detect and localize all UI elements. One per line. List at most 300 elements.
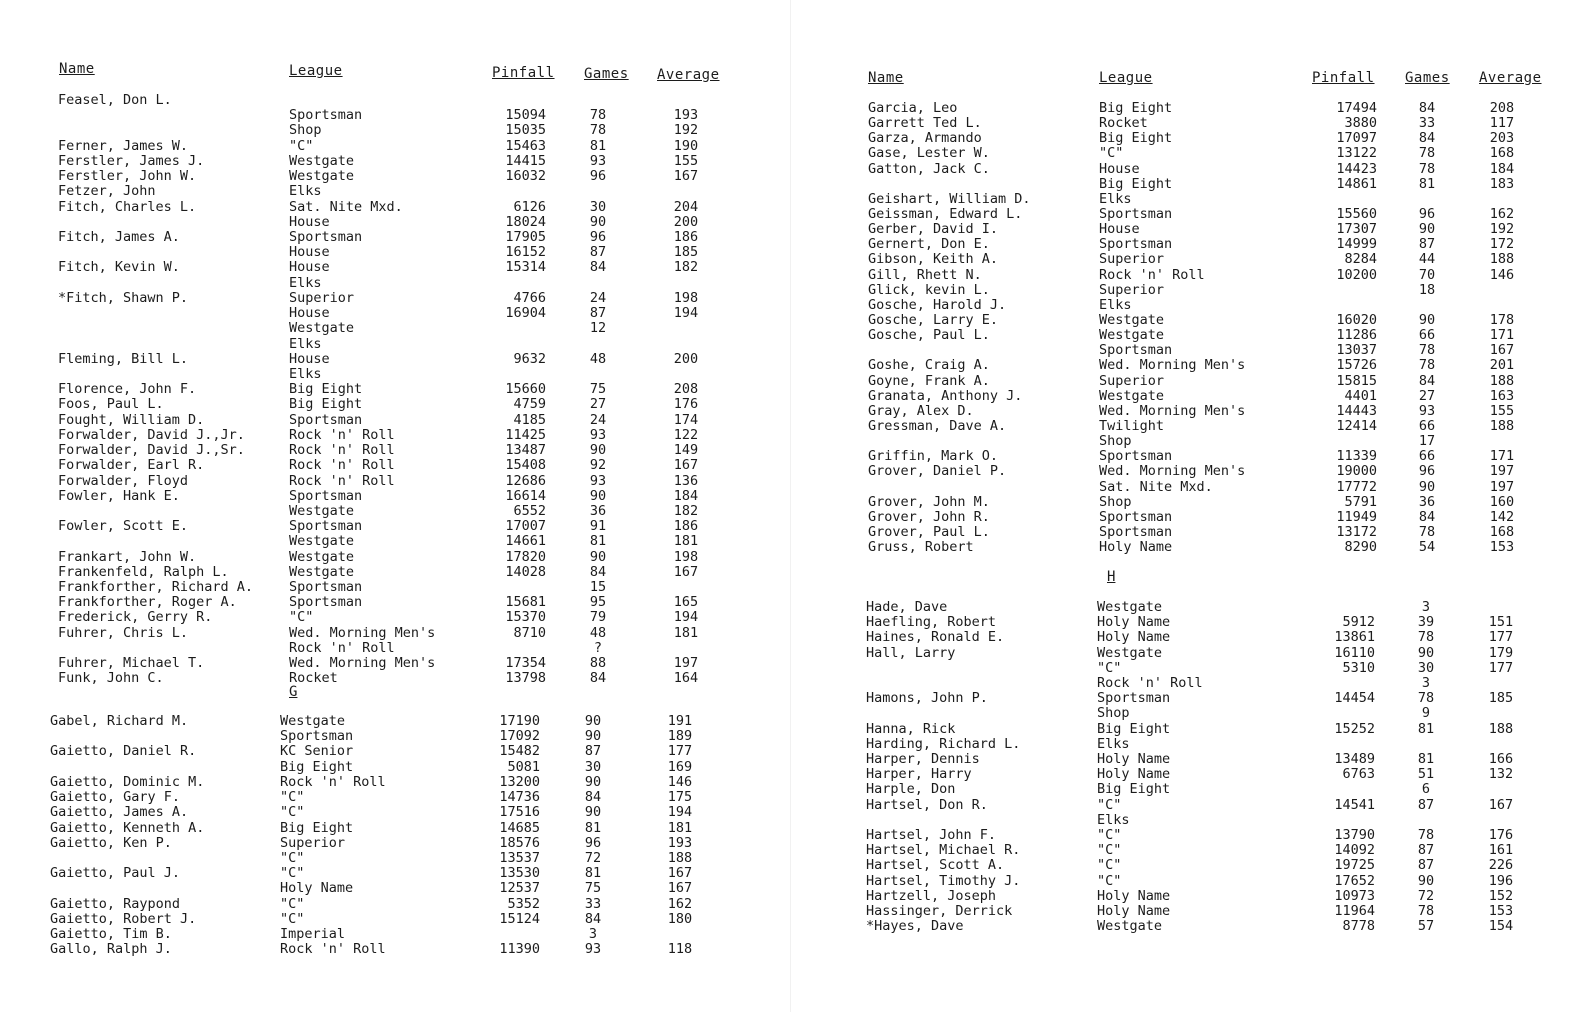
average-cell: 186 [673,228,699,245]
games-cell: 78 [1418,357,1436,374]
pinfall-cell: 8710 [513,624,546,641]
table-row [795,373,1590,389]
table-row [0,865,790,881]
average-cell: 166 [1488,751,1514,767]
table-row [795,282,1590,298]
games-cell: 30 [1417,659,1435,676]
name-cell: Garza, Armando [868,130,982,147]
average-cell: 188 [1489,372,1515,389]
games-cell: 90 [584,773,602,790]
games-cell: 24 [589,411,607,428]
league-cell: "C" [1097,872,1122,889]
league-cell: Big Eight [289,396,363,413]
table-row [0,381,790,397]
games-cell: 66 [1418,448,1436,465]
average-cell: 165 [673,594,699,611]
games-cell: 12 [589,320,607,337]
games-cell: 93 [589,152,607,169]
games-cell: 96 [589,168,607,185]
header-pinfall: Pinfall [1312,70,1375,86]
average-cell: 149 [673,442,699,459]
name-cell: Hartzell, Joseph [866,887,997,904]
average-cell: 118 [667,941,693,958]
name-cell: Hall, Larry [866,644,956,661]
league-cell: Westgate [1097,599,1163,615]
league-cell: Rock 'n' Roll [289,426,395,443]
average-cell: 167 [667,865,693,882]
name-cell: Funk, John C. [58,670,164,687]
league-cell: Westgate [1099,387,1165,404]
league-cell: Sportsman [1099,523,1173,540]
name-cell: Fuhrer, Chris L. [58,624,189,641]
games-cell: 81 [1417,720,1435,737]
league-cell: Westgate [1099,327,1165,344]
average-cell: 174 [673,411,699,428]
pinfall-cell: 18576 [499,834,540,851]
games-cell: 48 [589,350,607,367]
pinfall-cell: 15463 [505,137,546,154]
pinfall-cell: 14092 [1334,842,1375,859]
table-row [0,275,790,291]
league-cell: Rock 'n' Roll [289,472,395,489]
average-cell: 181 [667,819,693,836]
average-cell: 183 [1489,175,1515,192]
average-cell: 190 [673,137,699,154]
name-cell: Hade, Dave [866,599,948,615]
table-row [795,736,1590,752]
table-row [795,857,1590,873]
pinfall-cell: 11390 [499,941,540,958]
section-letter-g: G [289,684,298,700]
league-cell: Westgate [280,713,346,729]
average-cell: 179 [1488,644,1514,661]
table-row [0,214,790,230]
pinfall-cell: 5912 [1342,614,1375,631]
games-cell: 27 [589,396,607,413]
games-cell: 27 [1418,387,1436,404]
league-cell: Big Eight [1097,781,1171,798]
table-row [795,629,1590,645]
table-row [795,176,1590,192]
average-cell: 167 [667,880,693,897]
league-cell: Elks [289,183,322,200]
league-cell: Westgate [289,548,355,565]
games-cell: 87 [1417,842,1435,859]
league-cell: Holy Name [1097,766,1171,783]
league-cell: Westgate [1099,311,1165,328]
name-cell: Frederick, Gerry R. [58,609,213,626]
pinfall-cell: 5791 [1344,493,1377,510]
table-row [0,880,790,896]
name-cell: Gosche, Larry E. [868,311,999,328]
table-row [795,221,1590,237]
pinfall-cell: 8778 [1342,918,1375,935]
average-cell: 155 [673,152,699,169]
table-row [795,675,1590,691]
pinfall-cell: 12414 [1336,417,1377,434]
table-row [0,427,790,443]
name-cell: Garcia, Leo [868,100,958,116]
league-cell: "C" [289,609,314,626]
name-cell: Geishart, William D. [868,190,1031,207]
pinfall-cell: 3880 [1344,115,1377,132]
name-cell: Harple, Don [866,781,956,798]
league-cell: Rock 'n' Roll [280,941,386,958]
pinfall-cell: 13172 [1336,523,1377,540]
pinfall-cell: 16152 [505,244,546,261]
table-row [795,115,1590,131]
name-cell: *Hayes, Dave [866,918,964,935]
league-cell: Twilight [1099,417,1165,434]
name-cell: Garrett Ted L. [868,115,982,132]
average-cell: 208 [673,381,699,398]
table-row [0,320,790,336]
table-row [0,122,790,138]
table-row [795,433,1590,449]
average-cell: 160 [1489,493,1515,510]
average-cell: 181 [673,624,699,641]
average-cell: 153 [1489,539,1515,556]
average-cell: 177 [1488,629,1514,646]
table-row [795,479,1590,495]
name-cell: Gabel, Richard M. [50,713,189,729]
league-cell: House [289,213,330,230]
games-cell: 90 [589,487,607,504]
games-cell: 92 [589,457,607,474]
average-cell: 192 [1489,221,1515,238]
pinfall-cell: 13530 [499,865,540,882]
league-cell: Wed. Morning Men's [289,655,436,672]
pinfall-cell: 17307 [1336,221,1377,238]
table-row [795,705,1590,721]
average-cell: 184 [1489,160,1515,177]
league-cell: Big Eight [280,758,354,775]
league-cell: Elks [289,274,322,291]
league-cell: Rock 'n' Roll [280,773,386,790]
table-row [795,251,1590,267]
average-cell: 198 [673,548,699,565]
name-cell: Hartsel, Scott A. [866,857,1005,874]
games-cell: 87 [1417,857,1435,874]
league-cell: Sportsman [289,594,363,611]
left-page [0,0,790,1012]
pinfall-cell: 6552 [513,502,546,519]
league-cell: House [289,305,330,322]
name-cell: Fowler, Scott E. [58,518,189,535]
league-cell: Westgate [289,533,355,550]
table-row [0,911,790,927]
league-cell: "C" [280,895,305,912]
average-cell: 177 [667,743,693,760]
pinfall-cell: 16110 [1334,644,1375,661]
name-cell: Feasel, Don L. [58,92,172,108]
table-row [0,774,790,790]
games-cell: 18 [1418,281,1436,298]
league-cell: "C" [289,137,314,154]
table-row [0,412,790,428]
games-cell: ? [593,639,603,656]
table-row [0,926,790,942]
games-cell: 95 [589,594,607,611]
name-cell: Gaietto, Ken P. [50,834,172,851]
average-cell: 176 [673,396,699,413]
pinfall-cell: 14661 [505,533,546,550]
name-cell: Grover, Paul L. [868,523,990,540]
table-row [0,153,790,169]
table-row [795,388,1590,404]
league-cell: Westgate [1097,644,1163,661]
league-cell: "C" [280,789,305,806]
name-cell: Gase, Lester W. [868,145,990,162]
average-cell: 189 [667,728,693,745]
average-cell: 182 [673,502,699,519]
league-cell: Shop [1099,433,1132,450]
league-cell: Holy Name [1097,887,1171,904]
games-cell: 78 [1418,342,1436,359]
pinfall-cell: 14423 [1336,160,1377,177]
pinfall-cell: 17772 [1336,478,1377,495]
pinfall-cell: 13790 [1334,827,1375,843]
table-row [0,518,790,534]
league-cell: "C" [280,865,305,882]
header-name: Name [59,61,95,77]
table-row [0,640,790,656]
table-row [0,168,790,184]
table-row [0,107,790,123]
name-cell: Fowler, Hank E. [58,487,180,504]
average-cell: 146 [667,773,693,790]
table-row [0,503,790,519]
table-row [0,138,790,154]
name-cell: Grover, Daniel P. [868,463,1007,480]
league-cell: "C" [1097,659,1122,676]
table-row [795,236,1590,252]
table-row [0,564,790,580]
table-row [795,812,1590,828]
games-cell: 72 [1417,887,1435,904]
name-cell: Forwalder, Earl R. [58,457,205,474]
games-cell: 9 [1421,705,1431,722]
average-cell: 117 [1489,115,1515,132]
name-cell: Forwalder, David J.,Jr. [58,426,245,443]
league-cell: "C" [1099,145,1124,162]
games-cell: 3 [1421,599,1431,615]
name-cell: Harper, Harry [866,766,972,783]
average-cell: 191 [667,713,693,729]
games-cell: 88 [589,655,607,672]
name-cell: Gaietto, Gary F. [50,789,181,806]
average-cell: 153 [1488,903,1514,919]
league-cell: Superior [289,289,355,306]
games-cell: 75 [584,880,602,897]
games-cell: 78 [589,122,607,139]
games-cell: 75 [589,381,607,398]
games-cell: 3 [1421,675,1431,691]
pinfall-cell: 17494 [1336,100,1377,116]
header-league: League [289,63,343,79]
name-cell: Gosche, Paul L. [868,327,990,344]
header-games: Games [1405,70,1450,86]
name-cell: Fought, William D. [58,411,205,428]
table-row [0,259,790,275]
table-row [0,366,790,382]
table-row [795,342,1590,358]
league-cell: Sat. Nite Mxd. [1099,478,1213,495]
name-cell: Griffin, Mark O. [868,448,999,465]
table-row [795,403,1590,419]
average-cell: 167 [1488,796,1514,813]
table-row [0,609,790,625]
league-cell: Superior [1099,251,1165,268]
pinfall-cell: 17516 [499,804,540,821]
table-row [795,903,1590,919]
games-cell: 48 [589,624,607,641]
pinfall-cell: 16032 [505,168,546,185]
games-cell: 87 [1418,236,1436,253]
pinfall-cell: 15252 [1334,720,1375,737]
table-row [0,533,790,549]
pinfall-cell: 11964 [1334,903,1375,919]
average-cell: 154 [1488,918,1514,935]
league-cell: Elks [1099,296,1132,313]
average-cell: 171 [1489,327,1515,344]
average-cell: 186 [673,518,699,535]
average-cell: 192 [673,122,699,139]
name-cell: Gaietto, Kenneth A. [50,819,205,836]
games-cell: 66 [1418,417,1436,434]
pinfall-cell: 15370 [505,609,546,626]
pinfall-cell: 13861 [1334,629,1375,646]
table-row [0,473,790,489]
table-row [0,336,790,352]
table-row [0,743,790,759]
table-row [795,206,1590,222]
table-row [795,524,1590,540]
league-cell: Holy Name [1097,629,1171,646]
average-cell: 122 [673,426,699,443]
average-cell: 151 [1488,614,1514,631]
table-row [795,918,1590,934]
pinfall-cell: 5081 [507,758,540,775]
name-cell: Frankart, John W. [58,548,197,565]
games-cell: 90 [589,213,607,230]
games-cell: 81 [1418,175,1436,192]
games-cell: 90 [589,442,607,459]
average-cell: 177 [1488,659,1514,676]
pinfall-cell: 11425 [505,426,546,443]
name-cell: Gaietto, James A. [50,804,189,821]
table-row [795,888,1590,904]
pinfall-cell: 4401 [1344,387,1377,404]
table-row [795,842,1590,858]
games-cell: 78 [1417,629,1435,646]
average-cell: 194 [673,609,699,626]
average-cell: 167 [1489,342,1515,359]
pinfall-cell: 14736 [499,789,540,806]
league-cell: "C" [280,849,305,866]
pinfall-cell: 8290 [1344,539,1377,556]
table-row [795,494,1590,510]
games-cell: 81 [584,865,602,882]
league-cell: Shop [289,122,322,139]
games-cell: 84 [1418,508,1436,525]
header-pinfall: Pinfall [492,65,555,81]
table-row [795,267,1590,283]
table-row [0,670,790,686]
games-cell: 93 [589,426,607,443]
pinfall-cell: 15660 [505,381,546,398]
league-cell: Holy Name [1099,539,1173,556]
league-cell: Shop [1097,705,1130,722]
pinfall-cell: 6126 [513,198,546,215]
games-cell: 90 [1417,872,1435,889]
table-row [795,100,1590,116]
pinfall-cell: 16904 [505,305,546,322]
table-row [795,327,1590,343]
league-cell: House [1099,160,1140,177]
average-cell: 197 [673,655,699,672]
average-cell: 184 [673,487,699,504]
name-cell: Hanna, Rick [866,720,956,737]
league-cell: Sat. Nite Mxd. [289,198,403,215]
pinfall-cell: 17905 [505,228,546,245]
games-cell: 78 [1418,160,1436,177]
pinfall-cell: 4766 [513,289,546,306]
table-row [795,873,1590,889]
games-cell: 90 [584,728,602,745]
name-cell: Ferner, James W. [58,137,189,154]
average-cell: 163 [1489,387,1515,404]
table-row [795,721,1590,737]
average-cell: 200 [673,350,699,367]
table-row [0,713,790,729]
table-row [795,751,1590,767]
table-row [0,305,790,321]
games-cell: 96 [1418,205,1436,222]
name-cell: Hassinger, Derrick [866,903,1013,919]
league-cell: Westgate [1097,918,1163,935]
table-row [795,145,1590,161]
table-row [0,655,790,671]
name-cell: Gray, Alex D. [868,402,974,419]
table-row [795,797,1590,813]
games-cell: 91 [589,518,607,535]
league-cell: "C" [1097,796,1122,813]
games-cell: 44 [1418,251,1436,268]
league-cell: KC Senior [280,743,354,760]
games-cell: 81 [1417,751,1435,767]
name-cell: Grover, John M. [868,493,990,510]
games-cell: 72 [584,849,602,866]
name-cell: Hartsel, Michael R. [866,842,1021,859]
average-cell: 176 [1488,827,1514,843]
name-cell: Haines, Ronald E. [866,629,1005,646]
league-cell: Rock 'n' Roll [289,442,395,459]
name-cell: Geissman, Edward L. [868,205,1023,222]
average-cell: 185 [1488,690,1514,707]
name-cell: Granata, Anthony J. [868,387,1023,404]
pinfall-cell: 11949 [1336,508,1377,525]
league-cell: Westgate [289,502,355,519]
name-cell: Florence, John F. [58,381,197,398]
name-cell: Gruss, Robert [868,539,974,556]
league-cell: Sportsman [1099,236,1173,253]
pinfall-cell: 17354 [505,655,546,672]
table-row [0,835,790,851]
league-cell: Superior [1099,281,1165,298]
name-cell: Gaietto, Paul J. [50,865,181,882]
league-cell: Sportsman [289,579,363,596]
